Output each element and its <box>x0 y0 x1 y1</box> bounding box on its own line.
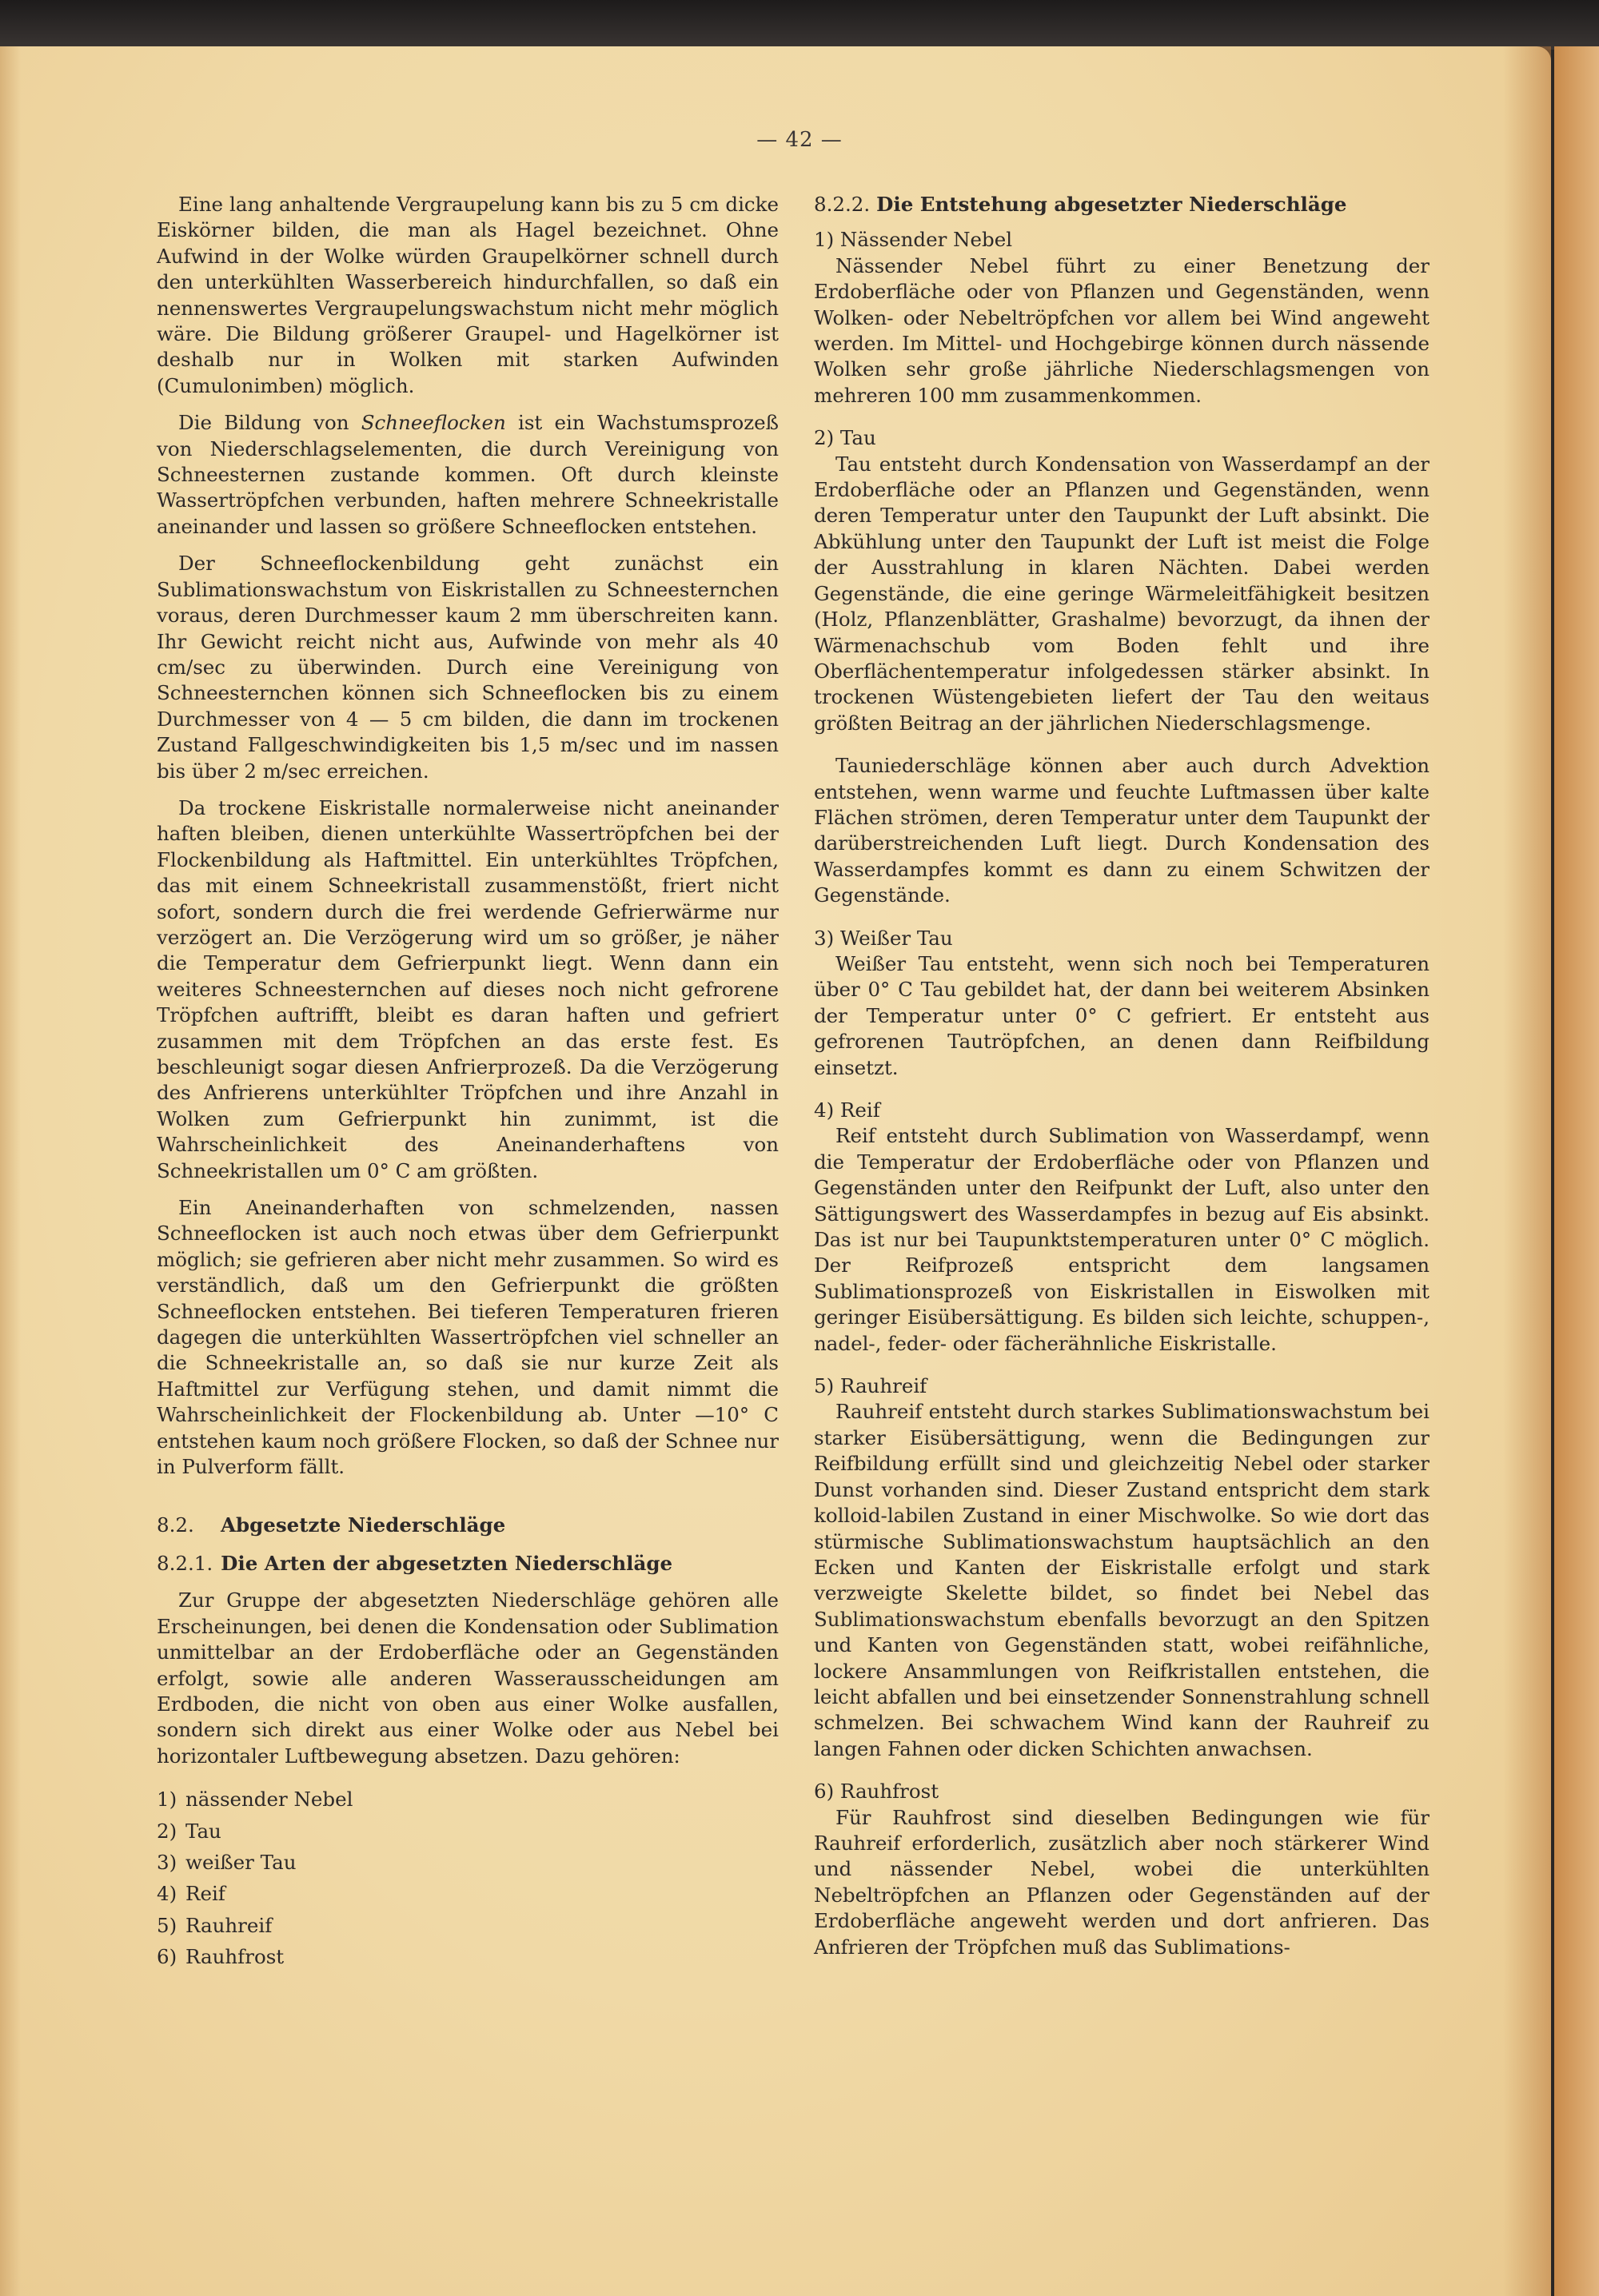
paragraph-adhesion: Da trockene Eiskristalle normalerweise nicht aneinander haften bleiben, dienen unterkühlte Wassertröpfchen bei der Flockenbildung als Haftmittel. Ein unterkühltes Tröpfchen, das mit einem Schneekristall zusammenstößt, friert nicht sofort, sondern durch die frei werdende Gefrierwärme nur verzögert an. Die Verzögerung wird um so größer, je näher die Temperatur dem Gefrierpunkt liegt. Wenn dann ein weiteres Schneesternchen auf dieses noch nicht gefrorene Tröpfchen auftrifft, bleibt es daran haften und gefriert zusammen mit dem Tröpfchen an das erste fest. Es beschleunigt sogar diesen Anfrierprozeß. Da die Verzögerung des Anfrierens unterkühlter Tröpfchen und ihre Anzahl in Wolken zum Gefrierpunkt hin zunimmt, ist die Wahrscheinlichkeit des Aneinanderhaftens von Schneekristallen um 0° C am größten. <box>157 795 779 1182</box>
paragraph-rauhreif: Rauhreif entsteht durch starkes Sublimationswachstum bei starker Eisübersättigung, wenn die Bedingungen zur Reifbildung erfüllt sind und gleichzeitig Nebel oder starker Dunst vorhanden sind. Dieser Zustand entspricht dem stark kolloid-labilen Zustand in einer Mischwolke. So wie dort das stürmische Sublimationswachstum hauptsächlich an den Ecken und Kanten der Eiskristalle erfolgt und stark verzweigte Skelette bildet, so findet bei Nebel das Sublimationswachstum ebenfalls bevorzugt an den Spitzen und Kanten von Gegenständen statt, wobei reifähnliche, lockere Ansammlungen von Reifkristallen entstehen, die leicht abfallen und bei einsetzender Sonnenstrahlung schnell schmelzen. Bei schwachem Wind kann der Rauhreif zu langen Fahnen oder dicken Schichten anwachsen. <box>814 1400 1430 1760</box>
list-item: 5) Rauhreif <box>157 1913 273 1937</box>
list-precipitation-types <box>157 1787 779 1970</box>
list-item: 6) Rauhfrost <box>157 1945 285 1969</box>
paragraph-naessender-nebel: Nässender Nebel führt zu einer Benetzung der Erdoberfläche oder von Pflanzen und Gegenständen, wenn Wolken- oder Nebeltröpfchen vor allem bei Wind angeweht werden. Im Mittel- und Hochgebirge können durch nässende Wolken sehr große jährliche Niederschlagsmengen von mehreren 100 mm zusammenkommen. <box>814 253 1430 407</box>
paragraph-weisser-tau: Weißer Tau entsteht, wenn sich noch bei Temperaturen über 0° C Tau gebildet hat, der dann bei weiterem Absinken der Temperatur unter 0° C gefriert. Er entsteht aus gefrorenen Tautröpfchen, an denen dann Reifbildung einsetzt. <box>814 951 1430 1079</box>
paragraph-rauhfrost: Für Rauhfrost sind dieselben Bedingungen wie für Rauhreif erforderlich, zusätzlich aber noch stärkerer Wind und nässender Nebel, wobei die unterkühlten Nebeltröpfchen an Pflanzen oder Gegenständen auf der Erdoberfläche angeweht werden und dort anfrieren. Das Anfrieren der Tröpfchen muß das Sublimations- <box>814 1805 1430 1959</box>
paragraph-hail: Eine lang anhaltende Vergraupelung kann bis zu 5 cm dicke Eiskörner bilden, die man als Hagel bezeichnet. Ohne Aufwind in der Wolke würden Graupelkörner schnell durch den unterkühlten Wasserbereich hindurchfallen, so daß ein nennenswertes Vergraupelungswachstum nicht mehr möglich wäre. Die Bildung größerer Graupel- und Hagelkörner ist deshalb nur in Wolken mit starken Aufwinden (Cumulonimben) möglich. <box>157 193 779 397</box>
paragraph-snowflakes: Die Bildung von Schneeflocken ist ein Wachstumsprozeß von Niederschlagselementen, die durch Vereinigung von Schneesternen zustande kommen. Oft durch kleinste Wassertröpfchen verbunden, haften mehrere Schneekristalle aneinander und lassen so größere Schneeflocken entstehen. <box>157 411 779 538</box>
section-heading-8-2: 8.2. Abgesetzte Niederschläge <box>157 1513 506 1537</box>
section-heading-8-2-1: 8.2.1. Die Arten der abgesetzten Niederschläge <box>157 1551 673 1575</box>
subheading-tau: 2) Tau <box>814 426 876 450</box>
page-number: — 42 — <box>756 128 843 152</box>
list-item: 2) Tau <box>157 1819 221 1843</box>
paragraph-tau-advektion: Tauniederschläge können aber auch durch Advektion entstehen, wenn warme und feuchte Luftmassen über kalte Flächen strömen, deren Temperatur unter dem Taupunkt der darüberstreichenden Luft liegt. Durch Kondensation des Wasserdampfes kommt es dann zu einem Schwitzen der Gegenstände. <box>814 754 1430 907</box>
right-column <box>814 192 1430 1960</box>
paragraph-melting: Ein Aneinanderhaften von schmelzenden, nassen Schneeflocken ist auch noch etwas über dem Gefrierpunkt möglich; sie gefrieren aber nicht mehr zusammen. So wird es verständlich, daß um den Gefrierpunkt die größten Schneeflocken entstehen. Bei tieferen Temperaturen frieren dagegen die unterkühlten Wassertröpfchen viel schneller an die Schneekristalle an, so daß sie nur kurze Zeit als Haftmittel zur Verfügung stehen, und damit nimmt die Wahrscheinlichkeit der Flockenbildung ab. Unter —10° C entstehen kaum noch größere Flocken, so daß der Schnee nur in Pulverform fällt. <box>157 1196 779 1479</box>
paragraph-sublimation: Der Schneeflockenbildung geht zunächst ein Sublimationswachstum von Eiskristallen zu Schneesternchen voraus, deren Durchmesser kaum 2 mm überschreiten kann. Ihr Gewicht reicht nicht aus, Aufwinde von mehr als 40 cm/sec zu überwinden. Durch eine Vereinigung von Schneesternchen können sich Schneeflocken bis zu einem Durchmesser von 4 — 5 cm bilden, die dann im trockenen Zustand Fallgeschwindigkeiten bis 1,5 m/sec und im nassen bis über 2 m/sec erreichen. <box>157 552 779 783</box>
subheading-weisser-tau: 3) Weißer Tau <box>814 926 953 950</box>
subheading-reif: 4) Reif <box>814 1098 880 1122</box>
paragraph-tau: Tau entsteht durch Kondensation von Wasserdampf an der Erdoberfläche oder an Pflanzen und Gegenständen, wenn deren Temperatur unter den Taupunkt der Luft absinkt. Die Abkühlung unter den Taupunkt der Luft ist meist die Folge der Ausstrahlung in klaren Nächten. Dabei werden Gegenstände, die eine geringe Wärmeleitfähigkeit besitzen (Holz, Pflanzenblätter, Grashalme) bevorzugt, da ihnen der Wärmenachschub vom Boden fehlt und ihre Oberflächentemperatur infolgedessen stärker absinkt. In trockenen Wüstengebieten liefert der Tau den weitaus größten Beitrag an der jährlichen Niederschlagsmenge. <box>814 452 1430 735</box>
list-item: 3) weißer Tau <box>157 1850 297 1874</box>
paragraph-group-definition: Zur Gruppe der abgesetzten Niederschläge gehören alle Erscheinungen, bei denen die Kondensation oder Sublimation unmittelbar an der Erdoberfläche oder an Gegenständen erfolgt, sowie alle anderen Wasserausscheidungen am Erdboden, die nicht von oben aus einer Wolke ausfallen, sondern sich direkt aus einer Wolke oder aus Nebel bei horizontaler Luftbewegung absetzen. Dazu gehören: <box>157 1588 779 1768</box>
section-heading-8-2-2: 8.2.2. Die Entstehung abgesetzter Niederschläge <box>814 193 1347 216</box>
subheading-rauhfrost: 6) Rauhfrost <box>814 1780 939 1804</box>
paragraph-reif: Reif entsteht durch Sublimation von Wasserdampf, wenn die Temperatur der Erdoberfläche oder von Pflanzen und Gegenständen unter den Reifpunkt der Luft, also unter den Sättigungswert des Wasserdampfes in bezug auf Eis absinkt. Das ist nur bei Taupunktstemperaturen unter 0° C möglich. Der Reifprozeß entspricht dem langsamen Sublimationsprozeß von Eiskristallen in Eiswolken mit geringer Eisübersättigung. Es bilden sich leichte, schuppen-, nadel-, feder- oder fächerähnliche Eiskristalle. <box>814 1124 1430 1355</box>
adjacent-page-edge <box>1554 46 1599 2296</box>
subheading-naessender-nebel: 1) Nässender Nebel <box>814 228 1013 252</box>
left-column <box>157 192 779 1971</box>
list-item: 4) Reif <box>157 1882 225 1906</box>
term-schneeflocken: Schneeflocken <box>361 411 506 435</box>
scan-background-top <box>0 0 1599 50</box>
list-item: 1) nässender Nebel <box>157 1788 353 1812</box>
subheading-rauhreif: 5) Rauhreif <box>814 1374 927 1398</box>
